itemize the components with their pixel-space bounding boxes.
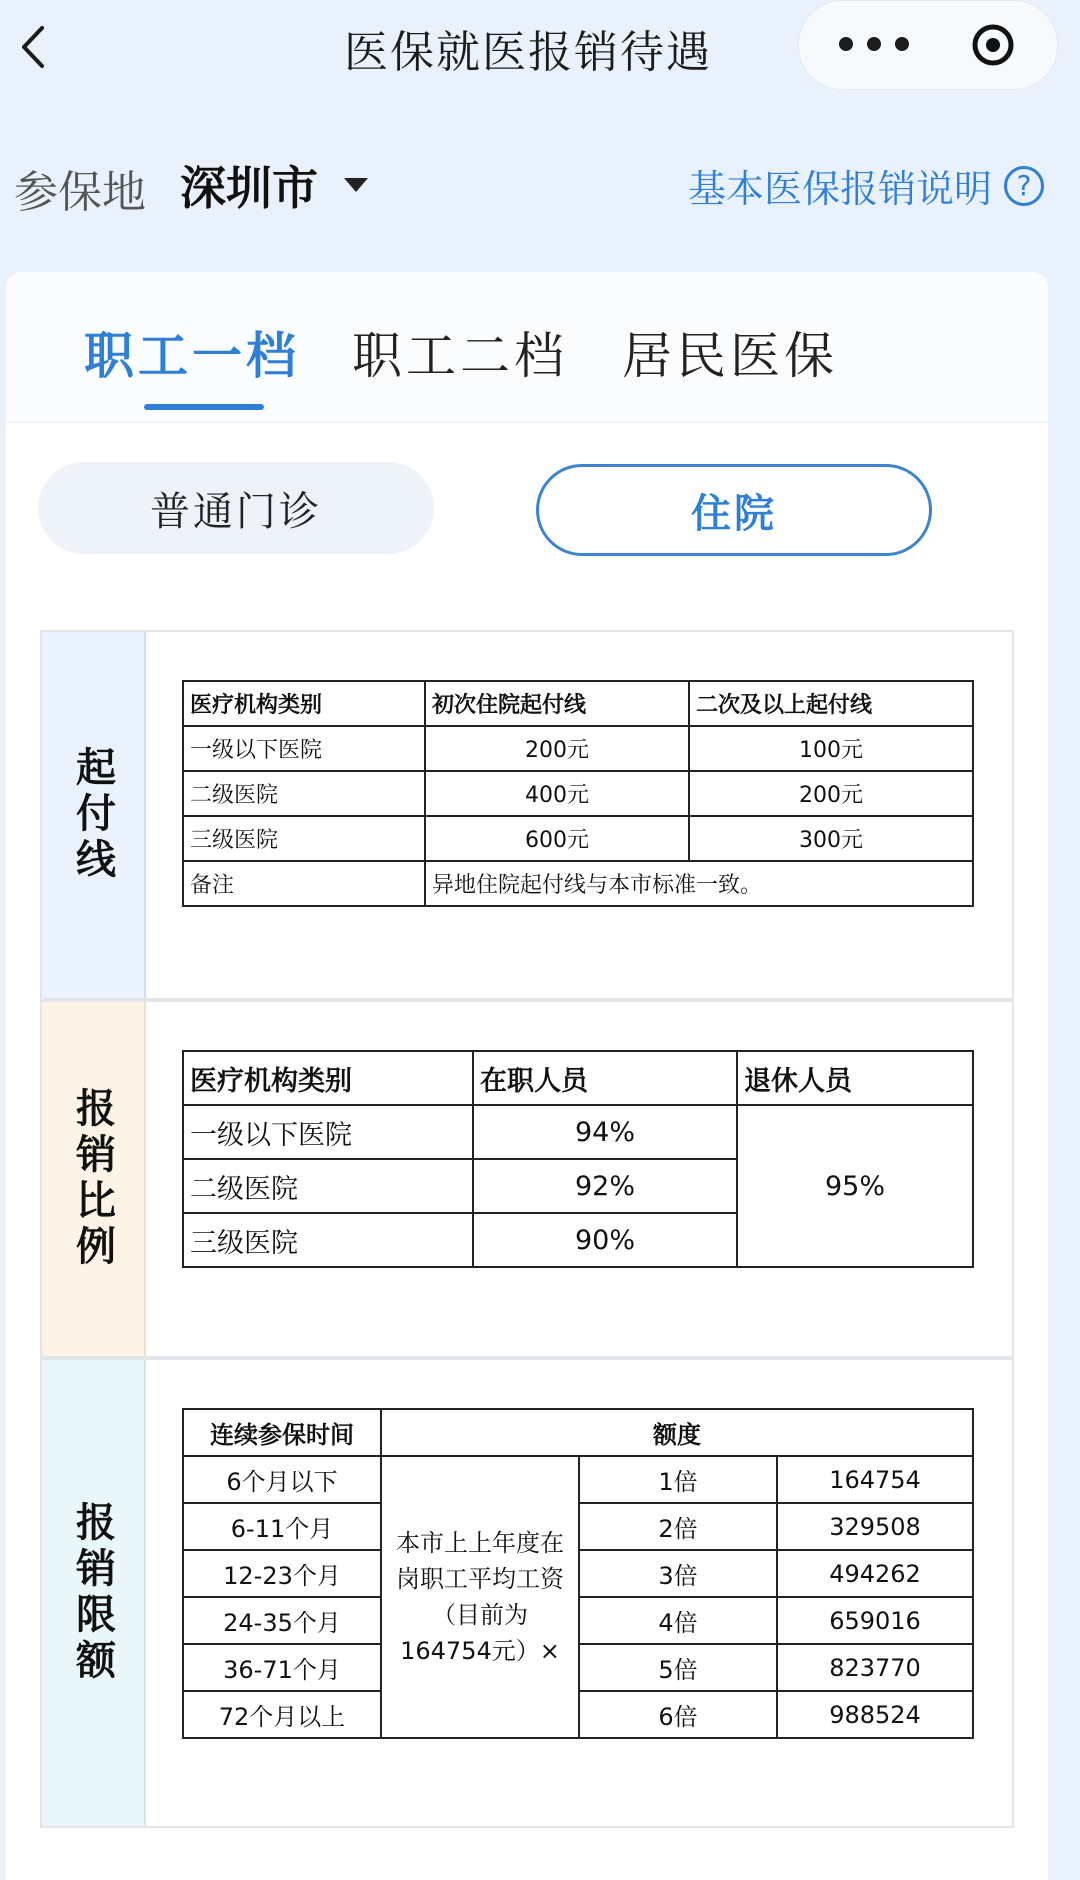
top-bar (0, 0, 1080, 100)
table-row (183, 771, 973, 816)
more-dots-icon[interactable] (839, 29, 909, 59)
limit-section (40, 1358, 1014, 1828)
table-header: 医疗机构类别 (183, 681, 425, 726)
main-card (6, 272, 1048, 1880)
tab-employee-tier-2[interactable]: 职工二档 (352, 327, 568, 385)
tab-resident-insurance[interactable]: 居民医保 (622, 327, 838, 385)
table-cell: 300元 (689, 816, 973, 861)
table-cell: 4倍 (579, 1597, 777, 1644)
table-row (183, 1105, 973, 1159)
ratio-table (182, 1050, 974, 1268)
table-cell: 823770 (777, 1644, 973, 1691)
question-icon: ? (1004, 166, 1044, 206)
ratio-section (40, 1000, 1014, 1358)
table-header: 初次住院起付线 (425, 681, 689, 726)
table-row (183, 1456, 973, 1503)
table-cell: 329508 (777, 1503, 973, 1550)
table-cell: 200元 (689, 771, 973, 816)
limit-title: 报销限额 (69, 1501, 116, 1685)
table-cell: 1倍 (579, 1456, 777, 1503)
table-header: 在职人员 (473, 1051, 737, 1105)
table-cell: 6-11个月 (183, 1503, 381, 1550)
table-cell: 92% (473, 1159, 737, 1213)
help-link-text: 基本医保报销说明 (687, 167, 992, 211)
tab-employee-tier-1[interactable]: 职工一档 (84, 327, 300, 385)
section-side-label (42, 632, 146, 998)
segment-outpatient[interactable]: 普通门诊 (38, 462, 434, 554)
reimbursement-help-link[interactable] (688, 158, 1044, 213)
segment-inpatient[interactable]: 住院 (536, 464, 932, 556)
active-tab-indicator (144, 404, 264, 410)
table-cell: 494262 (777, 1550, 973, 1597)
table-cell: 一级以下医院 (183, 726, 425, 771)
table-cell: 90% (473, 1213, 737, 1267)
table-cell: 659016 (777, 1597, 973, 1644)
table-cell: 6倍 (579, 1691, 777, 1738)
section-side-label (42, 1002, 146, 1356)
table-header-row (183, 1409, 973, 1456)
note-label: 备注 (183, 861, 425, 906)
section-side-label (42, 1360, 146, 1826)
table-header: 退休人员 (737, 1051, 973, 1105)
limit-table (182, 1408, 974, 1739)
table-cell: 94% (473, 1105, 737, 1159)
table-cell: 三级医院 (183, 1213, 473, 1267)
page-title: 医保就医报销待遇 (344, 27, 712, 78)
note-text: 异地住院起付线与本市标准一致。 (425, 861, 973, 906)
threshold-section (40, 630, 1014, 1000)
table-header: 连续参保时间 (183, 1409, 381, 1456)
table-row (183, 1503, 973, 1550)
table-row (183, 816, 973, 861)
table-row (183, 726, 973, 771)
location-row (14, 148, 1044, 218)
table-cell: 100元 (689, 726, 973, 771)
table-row (183, 1644, 973, 1691)
location-label: 参保地 (14, 167, 146, 218)
table-cell: 24-35个月 (183, 1597, 381, 1644)
table-cell: 5倍 (579, 1644, 777, 1691)
target-icon[interactable] (971, 23, 1015, 67)
retired-ratio-cell: 95% (737, 1105, 973, 1267)
table-cell: 72个月以上 (183, 1691, 381, 1738)
city-selector[interactable]: 深圳市 (180, 161, 318, 215)
table-header: 医疗机构类别 (183, 1051, 473, 1105)
table-cell: 三级医院 (183, 816, 425, 861)
tab-bar (6, 272, 1048, 423)
caret-down-icon[interactable] (344, 178, 368, 192)
table-cell: 一级以下医院 (183, 1105, 473, 1159)
table-row (183, 1691, 973, 1738)
table-cell: 3倍 (579, 1550, 777, 1597)
table-cell: 600元 (425, 816, 689, 861)
ratio-title: 报销比例 (69, 1087, 116, 1271)
table-row (183, 1550, 973, 1597)
table-cell: 200元 (425, 726, 689, 771)
table-row (183, 1597, 973, 1644)
table-cell: 36-71个月 (183, 1644, 381, 1691)
threshold-table (182, 680, 974, 907)
table-cell: 164754 (777, 1456, 973, 1503)
mini-program-capsule (798, 0, 1058, 90)
limit-description: 本市上上年度在岗职工平均工资（目前为164754元）× (381, 1456, 579, 1738)
table-header: 二次及以上起付线 (689, 681, 973, 726)
table-cell: 988524 (777, 1691, 973, 1738)
table-cell: 12-23个月 (183, 1550, 381, 1597)
table-cell: 二级医院 (183, 771, 425, 816)
table-cell: 400元 (425, 771, 689, 816)
table-header-row (183, 681, 973, 726)
table-cell: 二级医院 (183, 1159, 473, 1213)
table-cell: 2倍 (579, 1503, 777, 1550)
table-cell: 6个月以下 (183, 1456, 381, 1503)
threshold-title: 起付线 (69, 746, 116, 884)
table-row (183, 861, 973, 906)
table-header: 额度 (381, 1409, 973, 1456)
table-header-row (183, 1051, 973, 1105)
